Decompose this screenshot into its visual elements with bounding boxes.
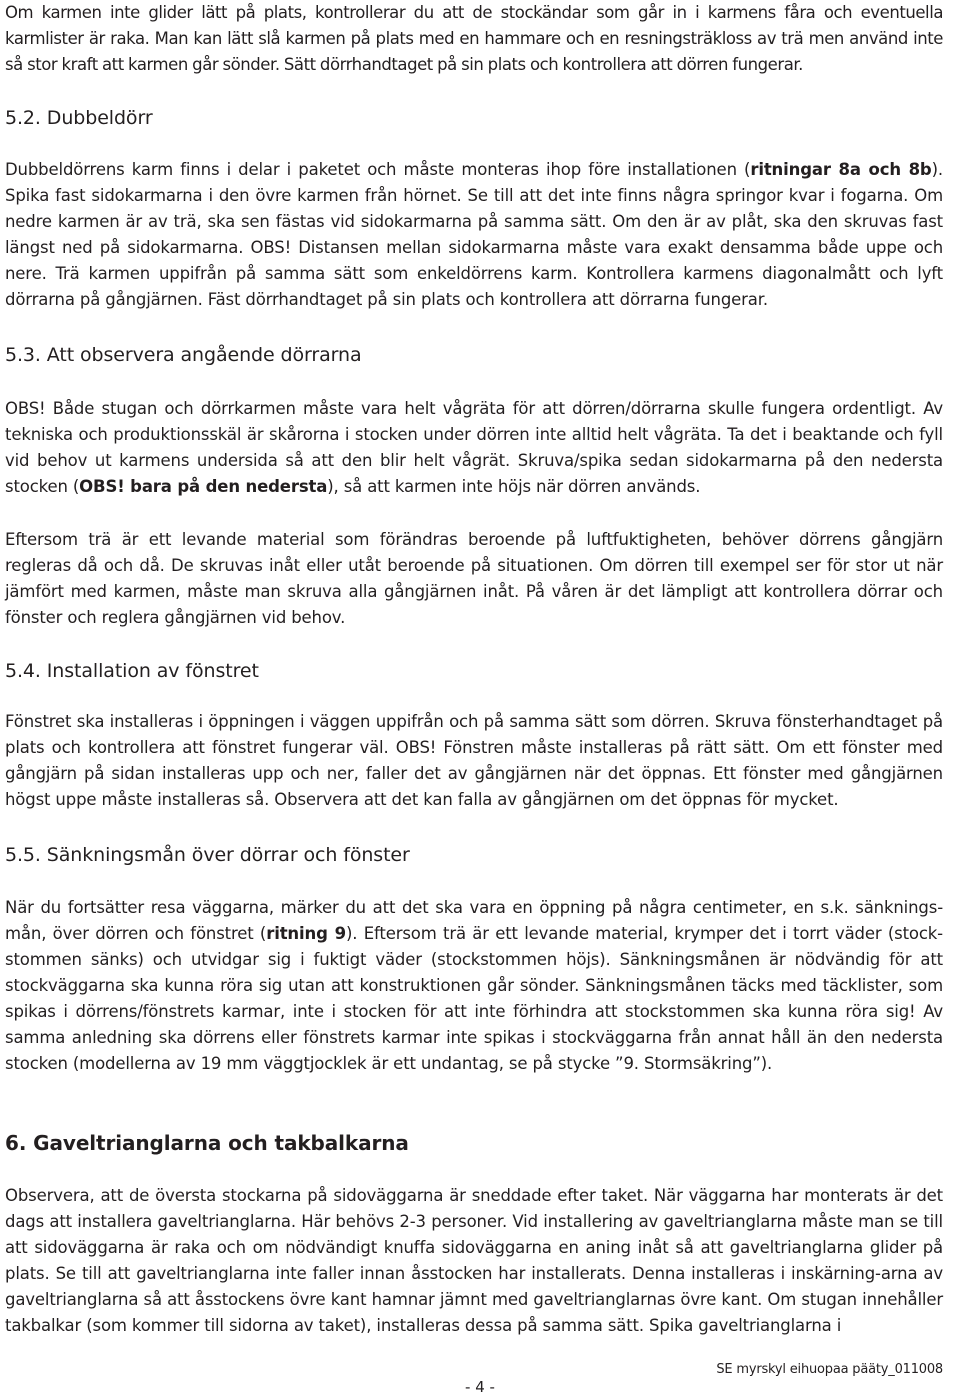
drawing-reference-9: ritning 9	[266, 924, 346, 943]
page-number: - 4 -	[465, 1378, 495, 1396]
obs-only-lowest-note: OBS! bara på den nedersta	[79, 477, 328, 496]
document-code: SE myrskyl eihuopaa pääty_011008	[716, 1362, 943, 1377]
paragraph-double-door-text-a: Dubbeldörrens karm finns i delar i paketet och måste monteras ihop före installationen (	[5, 160, 751, 179]
heading-6-gable-triangles: 6. Gaveltrianglarna och takbalkarna	[5, 1131, 409, 1155]
paragraph-door-frame-fit: Om karmen inte glider lätt på plats, kontrollerar du att de stockändar som går in i karmens fåra och eventuella karmlister är raka. Man kan lätt slå karmen på plats med en hammare och en resningsträkloss av trä men använd inte så stor kraft att karmen går sönder. Sätt dörrhandtaget på sin plats och kontrollera att dörren fungerar.	[5, 3, 943, 74]
paragraph-observe-doors-text-a: OBS! Både stugan och dörrkarmen måste vara helt vågräta för att dörren/dörrarna skulle fungera ordentligt. Av tekniska och produktionsskäl är skårorna i stocken under dörren inte alltid helt vågräta. Ta det i beaktande och fyll vid behov ut karmens undersida så att den blir helt vågrät. Skruva/spika sedan sidokarmarna på den nedersta stocken (	[5, 399, 943, 496]
paragraph-double-door-text-c: ). Spika fast sidokarmarna i den övre karmen från hörnet. Se till att det inte finns några springor kvar i fogarna. Om nedre karmen är av trä, ska sen fästas vid sidokarmarna på samma sätt. Om den är av plåt, ska den skruvas fast längst ned på sidokarmarna. OBS! Distansen mellan sidokarmarna måste vara exakt densamma både uppe och nere. Trä karmen uppifrån på samma sätt som enkeldörrens karm. Kontrollera karmens diagonalmått och lyft dörrarna på gångjärnen. Fäst dörrhandtaget på sin plats och kontrollera att dörrarna fungerar.	[5, 160, 943, 309]
heading-5-2-double-door: 5.2. Dubbeldörr	[5, 107, 153, 129]
drawing-reference-8a-8b: ritningar 8a och 8b	[750, 160, 932, 179]
paragraph-window-installation: Fönstret ska installeras i öppningen i väggen uppifrån och på samma sätt som dörren. Skruva fönsterhandtaget på plats och kontrollera att fönstret fungerar väl. OBS! Fönstren måste installeras på rätt sätt. Om ett fönster med gångjärn på sidan installeras upp och ner, faller det av gångjärnen när det öppnas. Ett fönster med gångjärnen högst uppe måste installeras så. Observera att det kan falla av gångjärnen om det öppnas för mycket.	[5, 712, 943, 809]
paragraph-hinge-adjustment: Eftersom trä är ett levande material som förändras beroende på luftfuktigheten, behöver dörrens gångjärn regleras då och då. De skruvas inåt eller utåt beroende på situationen. Om dörren till exempel ser för stor ut när jämfört med karmen, måste man skruva alla gångjärnen inåt. På våren är det lämpligt att kontrollera dörrar och fönster och reglera gångjärnen vid behov.	[5, 530, 943, 627]
heading-5-4-window-installation: 5.4. Installation av fönstret	[5, 660, 259, 682]
paragraph-observe-doors	[5, 396, 943, 500]
paragraph-settling-gap-text-c: ). Eftersom trä är ett levande material, krymper det i torrt väder (stock-stommen sänks) och utvidgar sig i fuktigt väder (stockstommen höjs). Sänkningsmånen är nödvändig för att stockväggarna ska kunna röra sig utan att konstruktionen går sönder. Sänkningsmånen täcks med täcklister, som spikas i dörrens/fönstrets karmar, inte i stocken för att inte förhindra att stockstommen ska kunna röra sig! Av samma anledning ska dörrens eller fönstrets karmar inte spikas i stockväggarna från annat håll än den nedersta stocken (modellerna av 19 mm väggtjocklek är ett undantag, se på stycke ”9. Stormsäkring”).	[5, 924, 943, 1073]
paragraph-settling-gap-text-a: När du fortsätter resa väggarna, märker du att det ska vara en öppning på några centimeter, en s.k. sänknings-mån, över dörren och fönstret (	[5, 898, 943, 943]
heading-5-5-settling-gap: 5.5. Sänkningsmån över dörrar och fönster	[5, 844, 410, 866]
paragraph-observe-doors-text-c: ), så att karmen inte höjs när dörren används.	[327, 477, 701, 496]
heading-5-3-observe-doors: 5.3. Att observera angående dörrarna	[5, 344, 362, 366]
paragraph-settling-gap	[5, 895, 943, 1077]
paragraph-double-door	[5, 157, 943, 313]
paragraph-gable-triangles: Observera, att de översta stockarna på sidoväggarna är sneddade efter taket. När väggarna har monterats är det dags att installera gaveltrianglarna. Här behövs 2-3 personer. Vid installering av gaveltrianglarna måste man se till att sidoväggarna är raka och om nödvändigt knuffa sidoväggarna en aning inåt så att gaveltrianglarna glider på plats. Se till att gaveltrianglarna inte faller innan åsstocken har installerats. Denna installeras i inskärning-arna av gaveltrianglarna så att åsstockens övre kant hamnar jämnt med gaveltrianglarnas övre kant. Om stugan innehåller takbalkar (som kommer till sidorna av taket), installeras dessa på samma sätt. Spika gaveltrianglarna i	[5, 1186, 943, 1335]
